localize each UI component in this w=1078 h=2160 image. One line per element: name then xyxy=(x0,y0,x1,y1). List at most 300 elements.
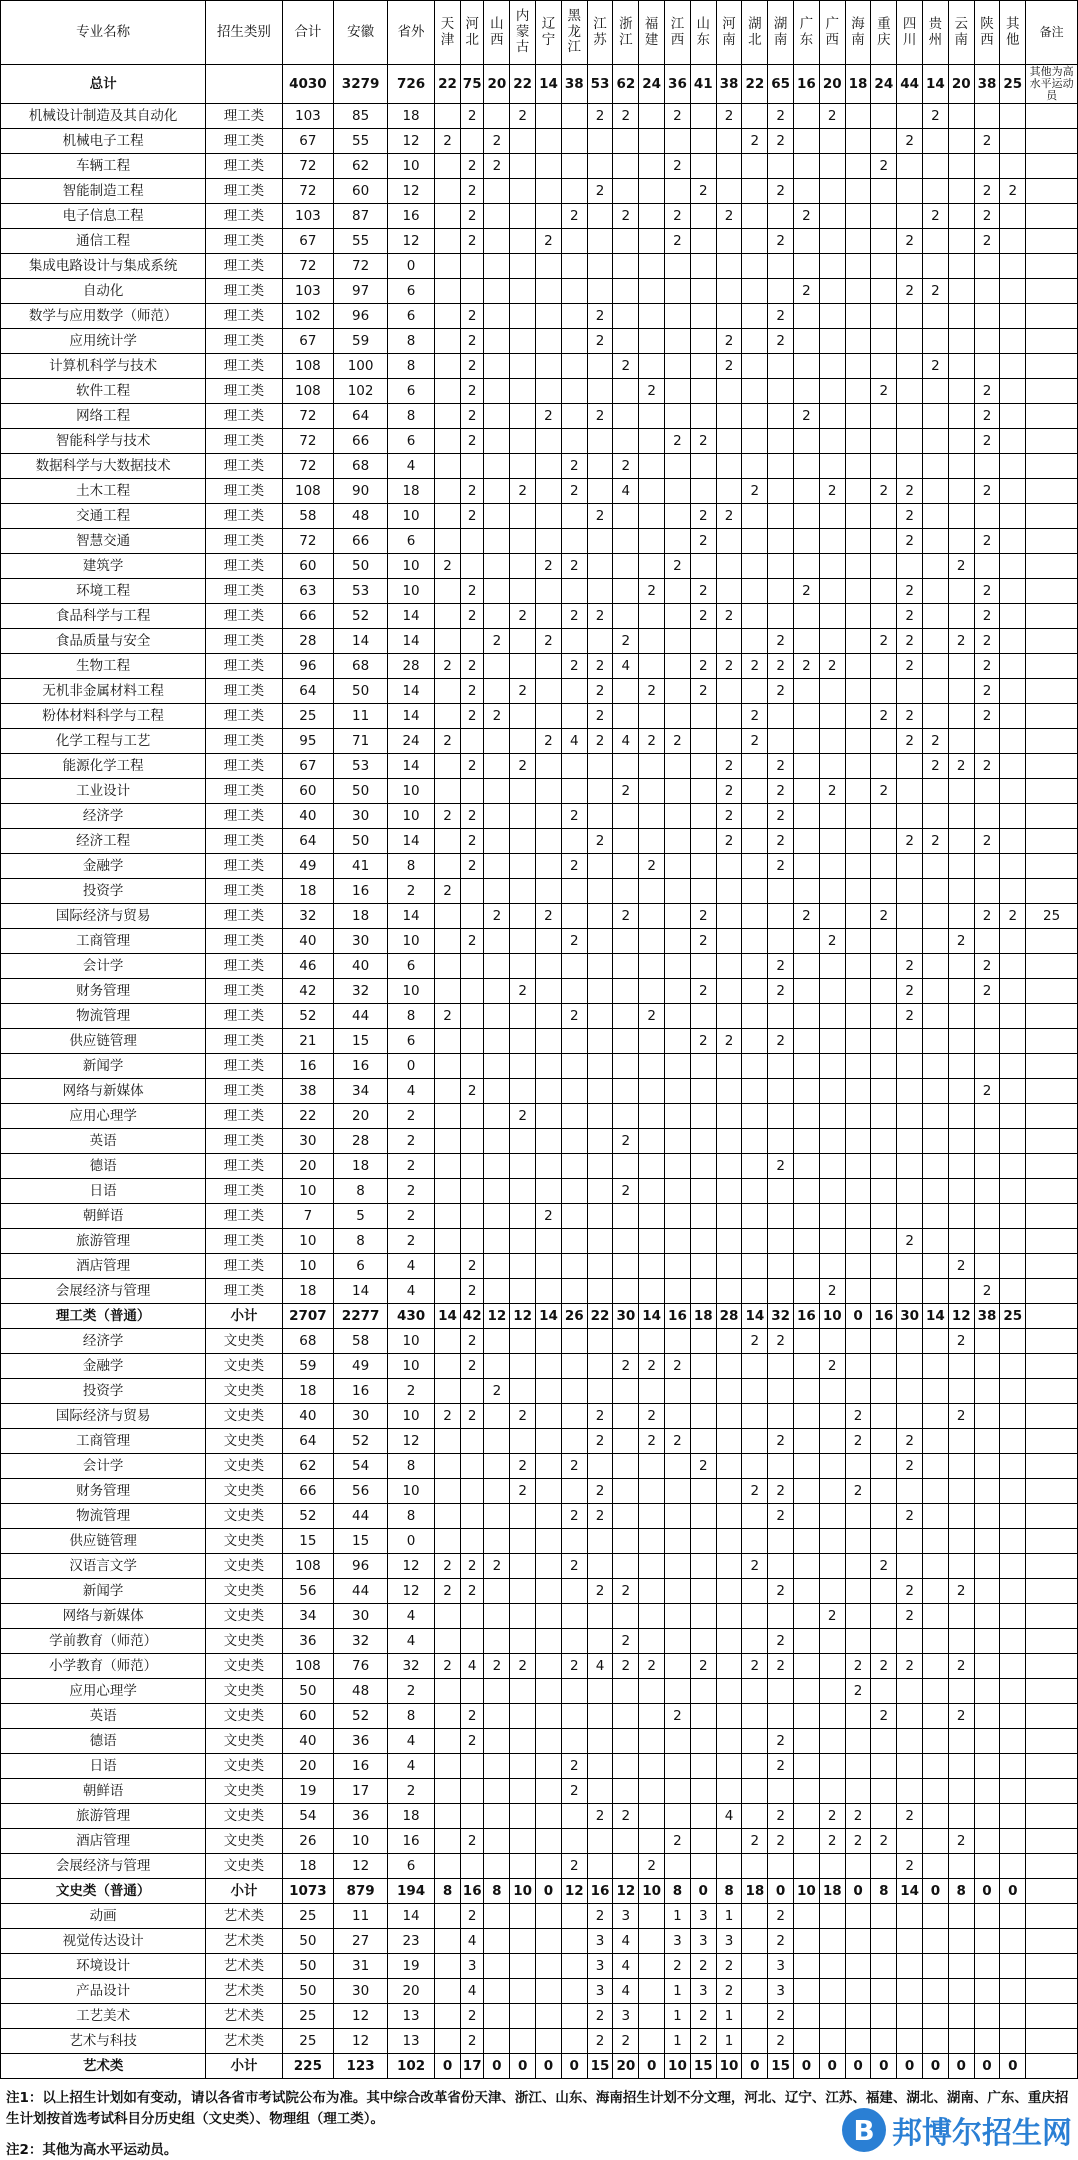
cell xyxy=(460,879,484,904)
cell: 75 xyxy=(460,65,484,104)
cell xyxy=(639,1254,665,1279)
cell xyxy=(716,1229,742,1254)
cell xyxy=(819,329,845,354)
cell xyxy=(948,354,974,379)
cell xyxy=(819,754,845,779)
table-row xyxy=(1,654,1078,679)
cell xyxy=(435,1079,461,1104)
cell: 879 xyxy=(334,1879,388,1904)
cell: 2 xyxy=(665,729,691,754)
cell: 58 xyxy=(282,504,334,529)
cell: 11 xyxy=(334,1904,388,1929)
row-label-cell: 产品设计 xyxy=(1,1979,206,2004)
cell xyxy=(587,1229,613,1254)
cell xyxy=(923,1479,949,1504)
cell: 96 xyxy=(334,304,388,329)
cell xyxy=(819,1154,845,1179)
cell: 2 xyxy=(460,579,484,604)
cell xyxy=(897,779,923,804)
cell xyxy=(484,1604,510,1629)
cell: 2 xyxy=(460,504,484,529)
cell: 90 xyxy=(334,479,388,504)
cell xyxy=(819,1454,845,1479)
cell xyxy=(435,904,461,929)
cell xyxy=(639,654,665,679)
cell: 50 xyxy=(334,829,388,854)
row-label-cell: 网络与新媒体 xyxy=(1,1079,206,1104)
cell xyxy=(665,1454,691,1479)
cell: 2 xyxy=(613,1654,639,1679)
cell xyxy=(561,179,587,204)
cell: 2 xyxy=(768,1754,794,1779)
cell xyxy=(768,1004,794,1029)
cell xyxy=(794,2029,820,2054)
cell xyxy=(484,1454,510,1479)
cell xyxy=(510,1604,536,1629)
cell xyxy=(1026,429,1078,454)
cell xyxy=(974,879,1000,904)
table-row xyxy=(1,1754,1078,1779)
cell xyxy=(510,1504,536,1529)
cell xyxy=(716,1754,742,1779)
cell: 安徽 xyxy=(334,1,388,65)
cell xyxy=(1000,729,1026,754)
cell xyxy=(536,354,562,379)
cell xyxy=(587,1254,613,1279)
cell xyxy=(690,1604,716,1629)
cell: 文史类 xyxy=(206,1379,282,1404)
cell xyxy=(460,279,484,304)
cell xyxy=(845,579,871,604)
row-label-cell: 德语 xyxy=(1,1729,206,1754)
cell xyxy=(510,1954,536,1979)
cell: 理工类 xyxy=(206,454,282,479)
cell xyxy=(665,479,691,504)
cell: 2 xyxy=(510,1404,536,1429)
cell: 2 xyxy=(665,204,691,229)
cell: 2 xyxy=(768,179,794,204)
cell xyxy=(1000,854,1026,879)
cell: 17 xyxy=(334,1779,388,1804)
cell xyxy=(690,954,716,979)
cell xyxy=(897,679,923,704)
cell xyxy=(1026,1454,1078,1479)
cell xyxy=(484,1629,510,1654)
cell: 2 xyxy=(388,1379,435,1404)
cell xyxy=(742,779,768,804)
cell: 34 xyxy=(282,1604,334,1629)
cell xyxy=(665,1004,691,1029)
cell xyxy=(897,754,923,779)
cell xyxy=(435,1854,461,1879)
cell xyxy=(1000,2004,1026,2029)
cell: 2 xyxy=(388,1204,435,1229)
cell: 0 xyxy=(536,1879,562,1904)
cell xyxy=(639,1029,665,1054)
cell xyxy=(435,1104,461,1129)
cell xyxy=(974,1504,1000,1529)
cell: 2 xyxy=(819,779,845,804)
cell xyxy=(948,1279,974,1304)
cell xyxy=(871,979,897,1004)
cell: 2 xyxy=(974,979,1000,1004)
cell: 2 xyxy=(768,1729,794,1754)
cell: 2 xyxy=(460,1829,484,1854)
cell xyxy=(845,1054,871,1079)
cell xyxy=(845,354,871,379)
cell xyxy=(665,1254,691,1279)
cell: 理工类 xyxy=(206,304,282,329)
cell xyxy=(690,1354,716,1379)
cell xyxy=(974,1604,1000,1629)
cell: 理工类 xyxy=(206,804,282,829)
row-label-cell: 物流管理 xyxy=(1,1504,206,1529)
cell: 理工类 xyxy=(206,204,282,229)
cell xyxy=(510,1979,536,2004)
cell xyxy=(742,879,768,904)
cell xyxy=(639,1129,665,1154)
cell xyxy=(484,1154,510,1179)
cell xyxy=(974,1929,1000,1954)
cell xyxy=(1000,579,1026,604)
cell xyxy=(510,1429,536,1454)
cell xyxy=(561,379,587,404)
cell xyxy=(742,1754,768,1779)
cell: 文史类 xyxy=(206,1829,282,1854)
cell: 理工类 xyxy=(206,1129,282,1154)
cell: 理工类 xyxy=(206,1004,282,1029)
cell xyxy=(923,1229,949,1254)
cell xyxy=(536,254,562,279)
cell: 2 xyxy=(388,879,435,904)
cell xyxy=(587,279,613,304)
cell xyxy=(716,1654,742,1679)
cell xyxy=(613,429,639,454)
cell xyxy=(690,454,716,479)
cell xyxy=(613,504,639,529)
cell: 2 xyxy=(460,679,484,704)
row-label-cell: 会计学 xyxy=(1,1454,206,1479)
cell xyxy=(639,204,665,229)
cell: 18 xyxy=(334,1154,388,1179)
cell: 2 xyxy=(435,1579,461,1604)
cell xyxy=(1000,1454,1026,1479)
cell: 理工类 xyxy=(206,404,282,429)
cell: 2 xyxy=(768,229,794,254)
cell xyxy=(923,2029,949,2054)
cell xyxy=(794,1929,820,1954)
cell xyxy=(871,604,897,629)
cell xyxy=(460,779,484,804)
cell: 10 xyxy=(716,2054,742,2079)
cell: 2 xyxy=(561,479,587,504)
cell xyxy=(510,629,536,654)
cell xyxy=(923,1504,949,1529)
cell xyxy=(794,679,820,704)
cell: 2 xyxy=(897,979,923,1004)
cell xyxy=(1000,1029,1026,1054)
cell xyxy=(536,1954,562,1979)
cell xyxy=(716,154,742,179)
cell xyxy=(716,254,742,279)
cell xyxy=(923,554,949,579)
cell xyxy=(794,1829,820,1854)
cell xyxy=(897,104,923,129)
cell: 2 xyxy=(484,154,510,179)
cell xyxy=(561,129,587,154)
cell xyxy=(665,1629,691,1654)
cell xyxy=(768,1779,794,1804)
cell xyxy=(639,429,665,454)
cell: 2 xyxy=(974,229,1000,254)
cell: 2 xyxy=(510,479,536,504)
cell: 10 xyxy=(388,554,435,579)
cell xyxy=(510,204,536,229)
cell xyxy=(613,954,639,979)
row-label-cell: 能源化学工程 xyxy=(1,754,206,779)
cell: 2 xyxy=(510,104,536,129)
table-row xyxy=(1,1254,1078,1279)
row-label-cell: 艺术与科技 xyxy=(1,2029,206,2054)
cell xyxy=(510,1804,536,1829)
cell xyxy=(510,529,536,554)
cell xyxy=(639,1079,665,1104)
cell xyxy=(845,854,871,879)
cell xyxy=(742,929,768,954)
cell: 2 xyxy=(587,404,613,429)
cell xyxy=(639,1279,665,1304)
cell xyxy=(536,1429,562,1454)
cell xyxy=(665,1604,691,1629)
cell xyxy=(1026,1154,1078,1179)
cell: 2 xyxy=(794,279,820,304)
cell: 2 xyxy=(561,854,587,879)
cell: 2 xyxy=(587,604,613,629)
cell: 2 xyxy=(536,404,562,429)
cell xyxy=(768,254,794,279)
cell xyxy=(742,829,768,854)
cell: 2 xyxy=(768,129,794,154)
cell xyxy=(435,1904,461,1929)
cell xyxy=(974,1754,1000,1779)
cell: 12 xyxy=(334,1854,388,1879)
cell xyxy=(1000,404,1026,429)
cell: 5 xyxy=(334,1204,388,1229)
cell xyxy=(536,1054,562,1079)
cell xyxy=(665,1054,691,1079)
cell: 2 xyxy=(665,1829,691,1854)
row-label-cell: 英语 xyxy=(1,1704,206,1729)
cell: 2 xyxy=(742,479,768,504)
cell xyxy=(587,1279,613,1304)
cell: 6 xyxy=(388,1029,435,1054)
cell xyxy=(871,1979,897,2004)
cell xyxy=(613,1029,639,1054)
cell xyxy=(561,354,587,379)
cell xyxy=(948,779,974,804)
cell xyxy=(561,1229,587,1254)
cell: 2 xyxy=(536,554,562,579)
cell xyxy=(716,979,742,1004)
cell xyxy=(923,1054,949,1079)
table-row xyxy=(1,1429,1078,1454)
cell xyxy=(435,1704,461,1729)
cell xyxy=(871,1054,897,1079)
table-row xyxy=(1,1629,1078,1654)
cell xyxy=(587,1729,613,1754)
cell xyxy=(613,829,639,854)
cell xyxy=(768,1054,794,1079)
cell xyxy=(742,1954,768,1979)
cell xyxy=(435,1754,461,1779)
cell xyxy=(435,304,461,329)
cell xyxy=(639,1104,665,1129)
cell xyxy=(1026,104,1078,129)
cell xyxy=(639,529,665,554)
cell xyxy=(561,429,587,454)
cell: 2 xyxy=(510,1104,536,1129)
cell: 2 xyxy=(974,954,1000,979)
cell: 19 xyxy=(282,1779,334,1804)
cell: 0 xyxy=(948,2054,974,2079)
cell xyxy=(613,329,639,354)
cell: 2 xyxy=(974,679,1000,704)
cell xyxy=(845,1754,871,1779)
cell xyxy=(794,1979,820,2004)
cell xyxy=(871,654,897,679)
cell: 30 xyxy=(334,804,388,829)
cell xyxy=(742,254,768,279)
cell xyxy=(561,954,587,979)
cell: 1 xyxy=(665,2004,691,2029)
table-row xyxy=(1,1604,1078,1629)
cell xyxy=(819,1704,845,1729)
cell xyxy=(871,1954,897,1979)
row-label-cell: 经济工程 xyxy=(1,829,206,854)
cell xyxy=(819,154,845,179)
cell xyxy=(742,1704,768,1729)
cell: 52 xyxy=(334,1429,388,1454)
cell: 2 xyxy=(974,754,1000,779)
cell xyxy=(845,729,871,754)
cell: 2 xyxy=(923,104,949,129)
cell xyxy=(639,1579,665,1604)
cell xyxy=(536,704,562,729)
cell: 71 xyxy=(334,729,388,754)
cell xyxy=(948,979,974,1004)
cell xyxy=(794,1404,820,1429)
cell xyxy=(923,1779,949,1804)
cell xyxy=(510,304,536,329)
cell: 2 xyxy=(460,854,484,879)
cell xyxy=(665,779,691,804)
cell xyxy=(897,304,923,329)
cell: 陕西 xyxy=(974,1,1000,65)
cell: 理工类 xyxy=(206,1104,282,1129)
cell xyxy=(871,1529,897,1554)
cell xyxy=(613,254,639,279)
cell: 32 xyxy=(388,1654,435,1679)
cell: 2 xyxy=(587,104,613,129)
cell xyxy=(639,1479,665,1504)
table-row xyxy=(1,1529,1078,1554)
cell: 山东 xyxy=(690,1,716,65)
cell: 50 xyxy=(334,779,388,804)
cell xyxy=(897,1154,923,1179)
cell xyxy=(561,2004,587,2029)
cell xyxy=(845,1704,871,1729)
cell: 2 xyxy=(613,1129,639,1154)
cell xyxy=(484,1129,510,1154)
cell: 22 xyxy=(510,65,536,104)
cell: 3 xyxy=(587,1979,613,2004)
cell: 重庆 xyxy=(871,1,897,65)
cell xyxy=(536,1529,562,1554)
cell xyxy=(484,1029,510,1054)
cell xyxy=(794,754,820,779)
cell xyxy=(948,179,974,204)
cell xyxy=(1026,1379,1078,1404)
cell xyxy=(819,454,845,479)
cell xyxy=(460,529,484,554)
cell: 26 xyxy=(561,1304,587,1329)
cell xyxy=(665,1279,691,1304)
cell xyxy=(923,1129,949,1154)
cell: 2 xyxy=(587,829,613,854)
cell: 4 xyxy=(613,729,639,754)
cell xyxy=(435,479,461,504)
cell xyxy=(768,1679,794,1704)
cell xyxy=(435,1154,461,1179)
cell: 22 xyxy=(435,65,461,104)
cell xyxy=(845,654,871,679)
cell xyxy=(561,529,587,554)
cell xyxy=(1026,1079,1078,1104)
cell: 2 xyxy=(484,704,510,729)
cell xyxy=(435,1479,461,1504)
row-label-cell: 智能制造工程 xyxy=(1,179,206,204)
cell xyxy=(871,329,897,354)
cell xyxy=(923,1379,949,1404)
cell: 2 xyxy=(948,1254,974,1279)
cell: 2 xyxy=(587,729,613,754)
cell: 2 xyxy=(948,1704,974,1729)
cell xyxy=(948,1604,974,1629)
cell xyxy=(613,1779,639,1804)
cell xyxy=(1026,779,1078,804)
table-row xyxy=(1,1904,1078,1929)
cell: 2 xyxy=(768,1329,794,1354)
cell: 江西 xyxy=(665,1,691,65)
cell xyxy=(690,829,716,854)
cell xyxy=(1026,1479,1078,1504)
cell xyxy=(923,479,949,504)
cell xyxy=(690,1004,716,1029)
cell xyxy=(845,429,871,454)
cell xyxy=(974,1029,1000,1054)
cell xyxy=(794,1804,820,1829)
cell: 2 xyxy=(460,604,484,629)
cell xyxy=(819,1854,845,1879)
cell xyxy=(484,379,510,404)
cell xyxy=(435,504,461,529)
cell xyxy=(561,1629,587,1654)
cell: 6 xyxy=(388,429,435,454)
cell: 4 xyxy=(561,729,587,754)
cell: 102 xyxy=(282,304,334,329)
cell xyxy=(665,454,691,479)
cell xyxy=(536,1229,562,1254)
